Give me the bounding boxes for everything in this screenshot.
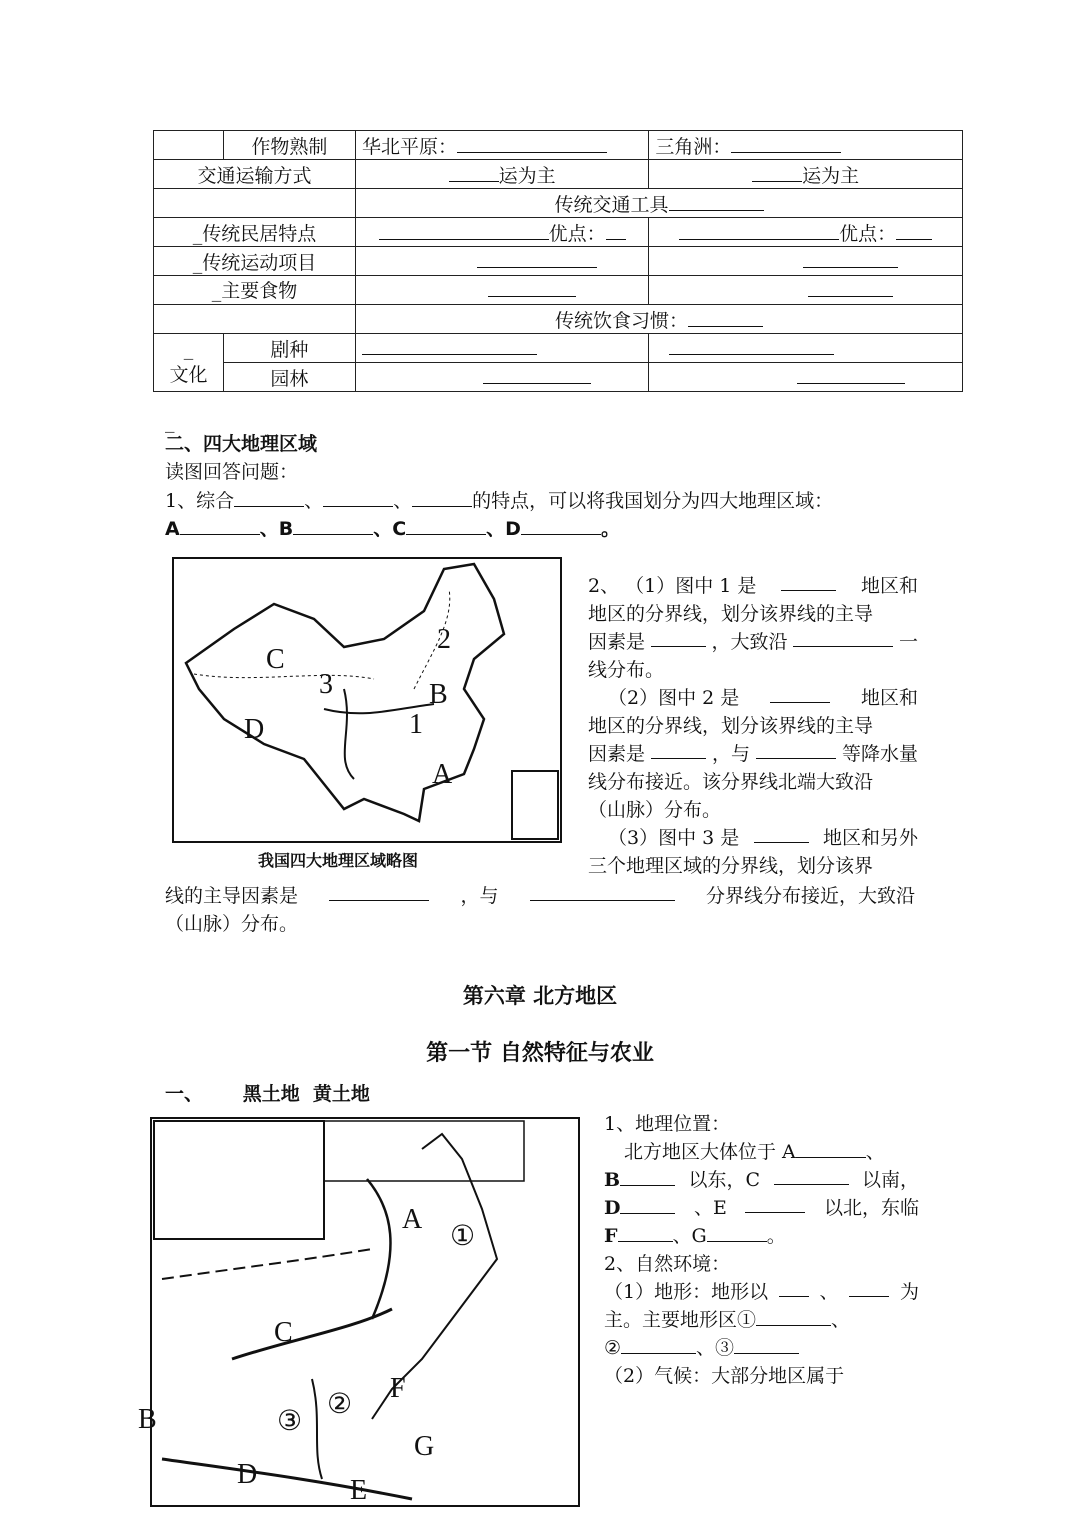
map-label: ① — [450, 1221, 476, 1252]
question-line: 三个地理区域的分界线，划分该界 — [588, 855, 874, 877]
chapter-title: 第六章 北方地区 — [462, 984, 618, 1008]
blank[interactable] — [606, 221, 626, 240]
blank[interactable] — [803, 249, 898, 268]
question-2-tail: 线的主导因素是 ，与 分界线分布接近，大致沿 — [165, 882, 915, 910]
subsection-title: 一、 黑土地 黄土地 — [165, 1083, 370, 1105]
section-title: 二、四大地理区域 — [165, 433, 318, 455]
blank[interactable] — [651, 740, 706, 759]
blank[interactable] — [379, 221, 549, 240]
row-label: _传统民居特点 — [154, 218, 356, 247]
stray-mark: _ — [165, 411, 175, 433]
map-label: 3 — [319, 669, 333, 700]
north-map-drawing — [152, 1119, 578, 1505]
question-line: （2）图中 2 是 地区和 — [588, 684, 918, 712]
map-label: C — [266, 644, 285, 675]
location-questions: 1、地理位置： 北方地区大体位于 A 、 B 以东，C 以南， D 、E 以北，东临 F 、G 。 2、自然环境： （1）地形：地形以 、 为 主。主要地形区① 、 ② 、③ （2）气候：大部分地区属于 — [604, 1113, 919, 1387]
blank[interactable] — [449, 163, 499, 182]
question-line: 因素是 ，与 等降水量 — [588, 740, 918, 768]
group-label: _ 文化 — [154, 334, 224, 392]
blank[interactable] — [362, 336, 537, 355]
section-title: 第一节 自然特征与农业 — [426, 1041, 654, 1066]
question-line: 因素是 ，大致沿 一 — [588, 628, 918, 656]
map-label: A — [432, 759, 453, 790]
map-label: ② — [327, 1389, 353, 1420]
question-line: 地区的分界线，划分该界线的主导 — [588, 603, 874, 625]
question-2 — [588, 572, 918, 880]
map-label: D — [244, 714, 265, 745]
cell-text: 优点： — [548, 222, 606, 245]
map-label: F — [390, 1373, 406, 1404]
row-label: 交通运输方式 — [154, 160, 356, 189]
map-label: D — [237, 1459, 258, 1490]
map-label: B — [138, 1404, 157, 1435]
map-label: G — [414, 1431, 435, 1462]
question-line: 2、 （1）图中 1 是 地区和 — [588, 572, 918, 600]
question-line: 地区的分界线，划分该界线的主导 — [588, 715, 874, 737]
blank[interactable] — [669, 192, 764, 211]
blank[interactable] — [793, 628, 893, 647]
blank[interactable] — [457, 134, 607, 153]
cell-text: 优点： — [839, 222, 897, 245]
blank[interactable] — [679, 221, 839, 240]
blank[interactable] — [477, 249, 597, 268]
question-line: （山脉）分布。 — [588, 799, 722, 821]
culture-table — [153, 130, 963, 392]
row-label: 剧种 — [223, 334, 355, 363]
question-line: （3）图中 3 是 地区和另外 — [588, 824, 918, 852]
map-label: 2 — [437, 624, 451, 655]
blank[interactable] — [688, 308, 763, 327]
blank[interactable] — [488, 278, 576, 297]
row-label: 园林 — [223, 363, 355, 392]
blank[interactable] — [752, 163, 802, 182]
cell-text: 三角洲： — [655, 135, 732, 158]
blank[interactable] — [896, 221, 932, 240]
instruction: 读图回答问题： — [165, 461, 299, 483]
blank[interactable] — [781, 572, 836, 591]
cell-text: 传统饮食习惯： — [554, 309, 688, 332]
blank[interactable] — [669, 336, 834, 355]
blank[interactable] — [808, 278, 893, 297]
row-label: 作物熟制 — [223, 131, 355, 160]
blank[interactable] — [797, 365, 905, 384]
map-label: A — [402, 1204, 423, 1235]
map-caption: 我国四大地理区域略图 — [258, 851, 419, 870]
row-label: _主要食物 — [154, 276, 356, 305]
cell-text: 运为主 — [498, 164, 556, 187]
blank[interactable] — [754, 824, 809, 843]
blank[interactable] — [731, 134, 841, 153]
question-line: 线分布。 — [588, 659, 665, 681]
map-label: 1 — [409, 709, 423, 740]
question-1: 1、综合 、 、 的特点，可以将我国划分为四大地理区域： — [165, 490, 834, 512]
cell-text: 运为主 — [802, 164, 860, 187]
question-2-tail-end: （山脉）分布。 — [165, 913, 299, 935]
cell-text: 传统交通工具 — [554, 193, 669, 216]
four-regions-map — [172, 557, 562, 843]
blank[interactable] — [651, 628, 706, 647]
row-label: _传统运动项目 — [154, 247, 356, 276]
map-label: ③ — [277, 1406, 303, 1437]
cell-text: 华北平原： — [361, 135, 457, 158]
blank[interactable] — [483, 365, 591, 384]
map-label: E — [350, 1475, 368, 1506]
china-outline — [174, 559, 560, 841]
blank[interactable] — [756, 740, 836, 759]
north-region-map — [138, 1117, 580, 1507]
blank[interactable] — [770, 684, 830, 703]
map-label: C — [274, 1317, 293, 1348]
question-line: 线分布接近。该分界线北端大致沿 — [588, 771, 874, 793]
question-1-regions: A 、B 、C 、D 。 — [165, 518, 620, 540]
map-label: B — [429, 679, 448, 710]
